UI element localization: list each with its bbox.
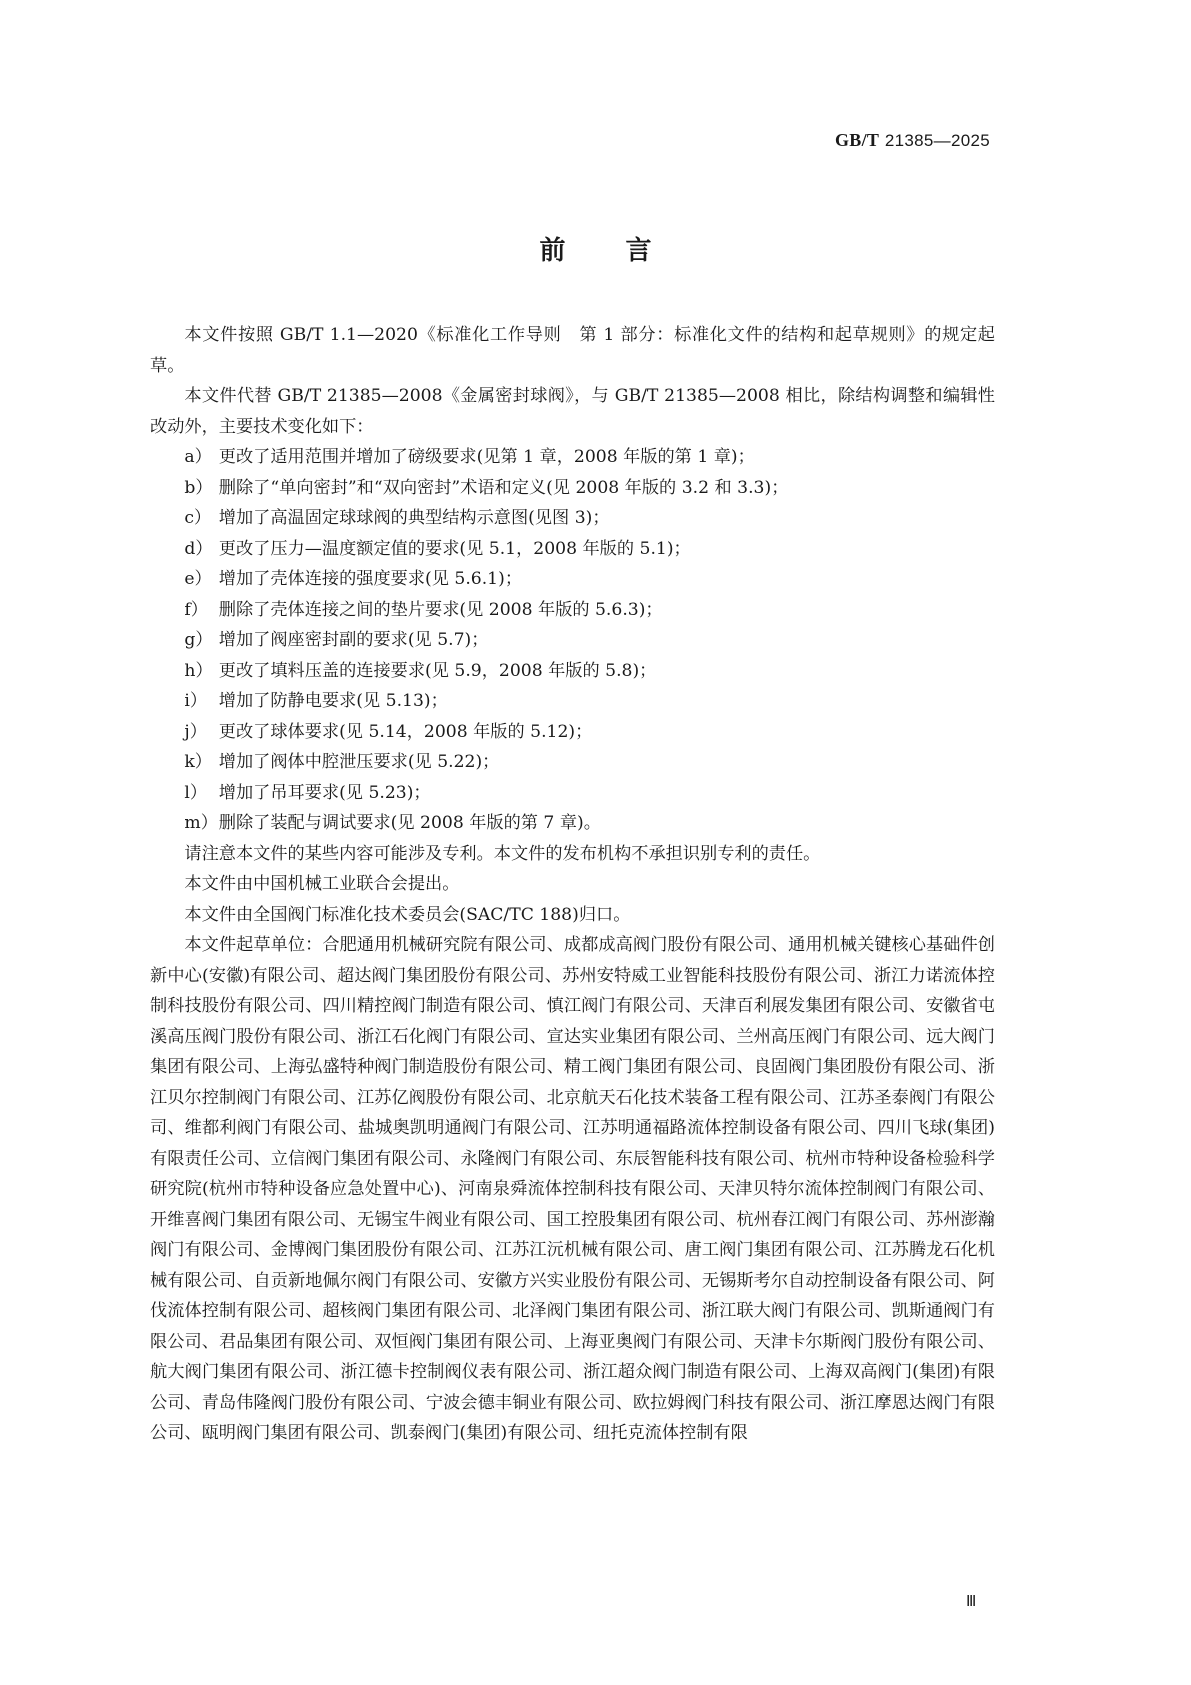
list-text: 删除了壳体连接之间的垫片要求(见 2008 年版的 5.6.3)； bbox=[218, 599, 663, 620]
document-body bbox=[150, 320, 995, 1449]
paragraph-drafting-units: 本文件起草单位：合肥通用机械研究院有限公司、成都成高阀门股份有限公司、通用机械关键核心基础件创新中心(安徽)有限公司、超达阀门集团股份有限公司、苏州安特威工业智能科技股份有限公司、浙江力诺流体控制科技股份有限公司、四川精控阀门制造有限公司、慎江阀门有限公司、天津百利展发集团有限公司、安徽省屯溪高压阀门股份有限公司、浙江石化阀门有限公司、宣达实业集团有限公司、兰州高压阀门有限公司、远大阀门集团有限公司、上海弘盛特种阀门制造股份有限公司、精工阀门集团有限公司、良固阀门集团股份有限公司、浙江贝尔控制阀门有限公司、江苏亿阀股份有限公司、北京航天石化技术装备工程有限公司、江苏圣泰阀门有限公司、维都利阀门有限公司、盐城奥凯明通阀门有限公司、江苏明通福路流体控制设备有限公司、四川飞球(集团)有限责任公司、立信阀门集团有限公司、永隆阀门有限公司、东辰智能科技有限公司、杭州市特种设备检验科学研究院(杭州市特种设备应急处置中心)、河南泉舜流体控制科技有限公司、天津贝特尔流体控制阀门有限公司、开维喜阀门集团有限公司、无锡宝牛阀业有限公司、国工控股集团有限公司、杭州春江阀门有限公司、苏州澎瀚阀门有限公司、金博阀门集团股份有限公司、江苏江沅机械有限公司、唐工阀门集团有限公司、江苏腾龙石化机械有限公司、自贡新地佩尔阀门有限公司、安徽方兴实业股份有限公司、无锡斯考尔自动控制设备有限公司、阿伐流体控制有限公司、超核阀门集团有限公司、北泽阀门集团有限公司、浙江联大阀门有限公司、凯斯通阀门有限公司、君品集团有限公司、双恒阀门集团有限公司、上海亚奥阀门有限公司、天津卡尔斯阀门股份有限公司、航大阀门集团有限公司、浙江德卡控制阀仪表有限公司、浙江超众阀门制造有限公司、上海双高阀门(集团)有限公司、青岛伟隆阀门股份有限公司、宁波会德丰铜业有限公司、欧拉姆阀门科技有限公司、浙江摩恩达阀门有限公司、瓯明阀门集团有限公司、凯泰阀门(集团)有限公司、纽托克流体控制有限 bbox=[150, 935, 995, 1443]
list-marker: g） bbox=[184, 630, 213, 650]
list-item bbox=[150, 808, 995, 839]
list-item bbox=[150, 442, 995, 473]
list-marker: j） bbox=[184, 721, 207, 742]
page-title: 前言 bbox=[539, 236, 712, 266]
list-marker: c） bbox=[184, 508, 212, 528]
list-item bbox=[150, 686, 995, 717]
list-marker: e） bbox=[184, 569, 212, 589]
list-marker: k） bbox=[184, 752, 212, 772]
list-item bbox=[150, 564, 995, 595]
list-item bbox=[150, 778, 995, 809]
list-item bbox=[150, 473, 995, 504]
list-text: 增加了防静电要求(见 5.13)； bbox=[218, 691, 448, 711]
list-marker: i） bbox=[184, 691, 208, 711]
list-text: 增加了壳体连接的强度要求(见 5.6.1)； bbox=[218, 569, 523, 589]
changes-list bbox=[150, 442, 995, 839]
list-marker: h） bbox=[184, 660, 213, 681]
list-item bbox=[150, 534, 995, 565]
list-item bbox=[150, 656, 995, 687]
list-marker: b） bbox=[184, 477, 213, 498]
list-text: 删除了“单向密封”和“双向密封”术语和定义(见 2008 年版的 3.2 和 3.3)； bbox=[218, 477, 789, 498]
paragraph-patent-notice: 请注意本文件的某些内容可能涉及专利。本文件的发布机构不承担识别专利的责任。 bbox=[184, 843, 821, 864]
list-text: 删除了装配与调试要求(见 2008 年版的第 7 章)。 bbox=[218, 813, 601, 833]
paragraph-drafting-rules: 本文件按照 GB/T 1.1—2020《标准化工作导则 第 1 部分：标准化文件的结构和起草规则》的规定起草。 bbox=[150, 325, 995, 376]
list-text: 增加了阀体中腔泄压要求(见 5.22)； bbox=[218, 752, 500, 772]
list-marker: a） bbox=[184, 447, 212, 467]
list-marker: f） bbox=[184, 599, 208, 620]
list-text: 增加了阀座密封副的要求(见 5.7)； bbox=[218, 630, 489, 650]
list-text: 更改了压力—温度额定值的要求(见 5.1，2008 年版的 5.1)； bbox=[218, 538, 691, 559]
list-text: 增加了高温固定球球阀的典型结构示意图(见图 3)； bbox=[218, 508, 610, 528]
list-text: 更改了填料压盖的连接要求(见 5.9，2008 年版的 5.8)； bbox=[218, 660, 657, 681]
list-item bbox=[150, 717, 995, 748]
standard-number: 21385—2025 bbox=[884, 131, 990, 150]
list-item bbox=[150, 503, 995, 534]
list-text: 增加了吊耳要求(见 5.23)； bbox=[218, 782, 431, 803]
list-marker: l） bbox=[184, 782, 208, 803]
page-number: Ⅲ bbox=[966, 1594, 977, 1610]
paragraph-centralized-by: 本文件由全国阀门标准化技术委员会(SAC/TC 188)归口。 bbox=[184, 904, 631, 925]
list-item bbox=[150, 625, 995, 656]
list-text: 更改了适用范围并增加了磅级要求(见第 1 章，2008 年版的第 1 章)； bbox=[218, 447, 755, 467]
paragraph-proposed-by: 本文件由中国机械工业联合会提出。 bbox=[184, 874, 460, 894]
list-marker: d） bbox=[184, 538, 213, 559]
paragraph-replacement: 本文件代替 GB/T 21385—2008《金属密封球阀》，与 GB/T 21385—2008 相比，除结构调整和编辑性改动外，主要技术变化如下： bbox=[150, 386, 995, 437]
standard-prefix: GB/T bbox=[834, 130, 880, 150]
list-text: 更改了球体要求(见 5.14，2008 年版的 5.12)； bbox=[218, 721, 593, 742]
list-item bbox=[150, 747, 995, 778]
list-marker: m） bbox=[184, 813, 218, 833]
list-item bbox=[150, 595, 995, 626]
standard-code bbox=[835, 130, 990, 151]
